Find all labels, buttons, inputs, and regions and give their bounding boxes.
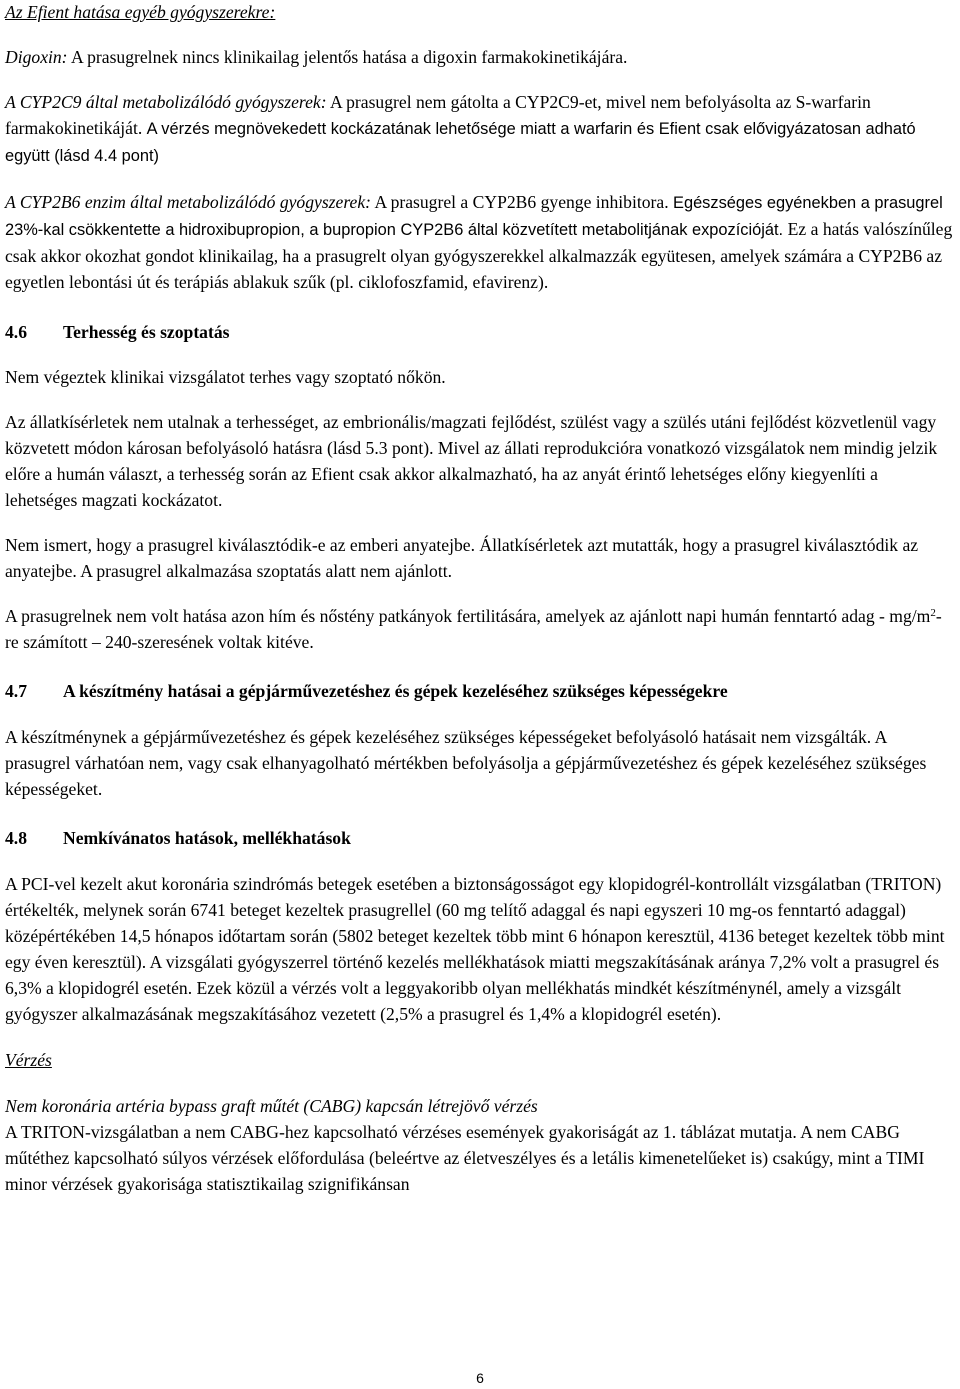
subheading-cabg-bleeding: Nem koronária artéria bypass graft műtét (CABG) kapcsán létrejövő vérzés — [5, 1096, 538, 1116]
paragraph-4-6-4-text: A prasugrelnek nem volt hatása azon hím és nőstény patkányok fertilitására, amelyek az ajánlott napi humán fenntartó adag - mg/m — [5, 606, 931, 626]
paragraph-digoxin — [5, 44, 954, 70]
superscript-2: 2 — [930, 607, 936, 619]
paragraph-4-6-4 — [5, 603, 954, 655]
heading-4-6 — [5, 319, 954, 345]
digoxin-text: A prasugrelnek nincs klinikailag jelentős hatása a digoxin farmakokinetikájára. — [67, 47, 628, 67]
heading-4-7-number: 4.7 — [5, 681, 27, 701]
cyp2b6-text-3: Ez a hatás valószínűleg csak akkor okozhat gondot klinikailag, ha a prasugrelt olyan gyógyszerekkel alkalmazzák együtesen, amelyek számára a CYP2B6 az egyetlen lebontási út és terápiás ablakuk szűk (pl. ciklofoszfamid, efavirenz). — [5, 219, 953, 292]
paragraph-cyp2c9 — [5, 89, 954, 169]
paragraph-4-8-1: A PCI-vel kezelt akut koronária szindrómás betegek esetében a biztonságosságot egy klopidogrél-kontrollált vizsgálatban (TRITON) értékelték, melynek során 6741 beteget kezeltek prasugrellel (60 mg telítő adaggal és napi egyszeri 10 mg-os fenntartó adaggal) középértékében 14,5 hónapos időtartam során (5802 beteget kezeltek több mint 6 hónapon keresztül, 4136 beteget kezeltek több mint egy éven keresztül). A vizsgálati gyógyszerrel történő kezelés mellékhatások miatti megszakításának aránya 7,2% volt a prasugrel és 6,3% a klopidogrél esetén. Ezek közül a vérzés volt a leggyakoribb olyan mellékhatás mindkét készítménynél, amely a vizsgált gyógyszer alkalmazásának megszakításához vezetett (2,5% a prasugrel és 1,4% a klopidogrél esetén). — [5, 874, 945, 1024]
paragraph-4-6-1: Nem végeztek klinikai vizsgálatot terhes vagy szoptató nőkön. — [5, 367, 446, 387]
page-number: 6 — [476, 1370, 484, 1386]
heading-4-7-title: A készítmény hatásai a gépjárművezetéshez és gépek kezeléséhez szükséges képességekre — [63, 681, 728, 701]
heading-4-6-title: Terhesség és szoptatás — [63, 322, 230, 342]
heading-4-7 — [5, 678, 954, 704]
heading-4-8 — [5, 825, 954, 851]
digoxin-label: Digoxin: — [5, 47, 68, 67]
cyp2b6-text-1: A prasugrel a CYP2B6 gyenge inhibitora. — [371, 192, 674, 212]
paragraph-4-7-1: A készítménynek a gépjárművezetéshez és gépek kezeléséhez szükséges képességeket befolyásoló hatásait nem vizsgálták. A prasugrel várhatóan nem, vagy csak elhanyagolható mértékben befolyásolja a gépjárművezetéshez és gépek kezeléséhez szükséges képességeket. — [5, 727, 927, 799]
cyp2c9-label: A CYP2C9 által metabolizálódó gyógyszerek: — [5, 92, 327, 112]
heading-4-6-number: 4.6 — [5, 322, 27, 342]
cyp2b6-label: A CYP2B6 enzim által metabolizálódó gyógyszerek: — [5, 192, 372, 212]
paragraph-cabg: A TRITON-vizsgálatban a nem CABG-hez kapcsolható vérzéses események gyakoriságát az 1. táblázat mutatja. A nem CABG műtéthez kapcsolható súlyos vérzések előfordulása (beleértve az életveszélyes és a letális kimenetelűeket is) csakúgy, mint a TIMI minor vérzések gyakorisága statisztikailag szignifikánsan — [5, 1122, 925, 1194]
paragraph-4-6-3: Nem ismert, hogy a prasugrel kiválasztódik-e az emberi anyatejbe. Állatkísérletek azt mutatták, hogy a prasugrel kiválasztódik az anyatejbe. A prasugrel alkalmazása szoptatás alatt nem ajánlott. — [5, 535, 919, 581]
subheading-bleeding: Vérzés — [5, 1050, 52, 1070]
paragraph-cyp2b6 — [5, 189, 954, 295]
paragraph-4-6-4-tail: -re számított – 240-szeresének voltak kitéve. — [5, 606, 942, 652]
heading-4-8-title: Nemkívánatos hatások, mellékhatások — [63, 828, 351, 848]
heading-4-8-number: 4.8 — [5, 828, 27, 848]
cyp2b6-text-2: Egészséges egyénekben a prasugrel 23%-kal csökkentette a hidroxibupropion, a bupropion CYP2B6 által közvetített metabolitjának expozícióját. — [5, 194, 943, 239]
cyp2c9-text-1: A prasugrel nem gátolta a CYP2C9-et, mivel nem befolyásolta az S-warfarin farmakokinetikáját. — [5, 92, 871, 138]
paragraph-4-6-2: Az állatkísérletek nem utalnak a terhességet, az embrionális/magzati fejlődést, szülést vagy a szülés utáni fejlődést közvetlenül vagy közvetett módon károsan befolyásoló hatásra (lásd 5.3 pont). Mivel az állati reprodukcióra vonatkozó vizsgálatok nem mindig jelzik előre a humán választ, a terhesség során az Efient csak akkor alkalmazható, ha az anyát érintő lehetséges előny kiegyenlíti a lehetséges magzati kockázatot. — [5, 412, 938, 510]
cyp2c9-text-2: A vérzés megnövekedett kockázatának lehetősége miatt a warfarin és Efient csak elővigyázatosan adható együtt (lásd 4.4 pont) — [5, 120, 916, 165]
section-title-interactions: Az Efient hatása egyéb gyógyszerekre: — [5, 2, 276, 22]
